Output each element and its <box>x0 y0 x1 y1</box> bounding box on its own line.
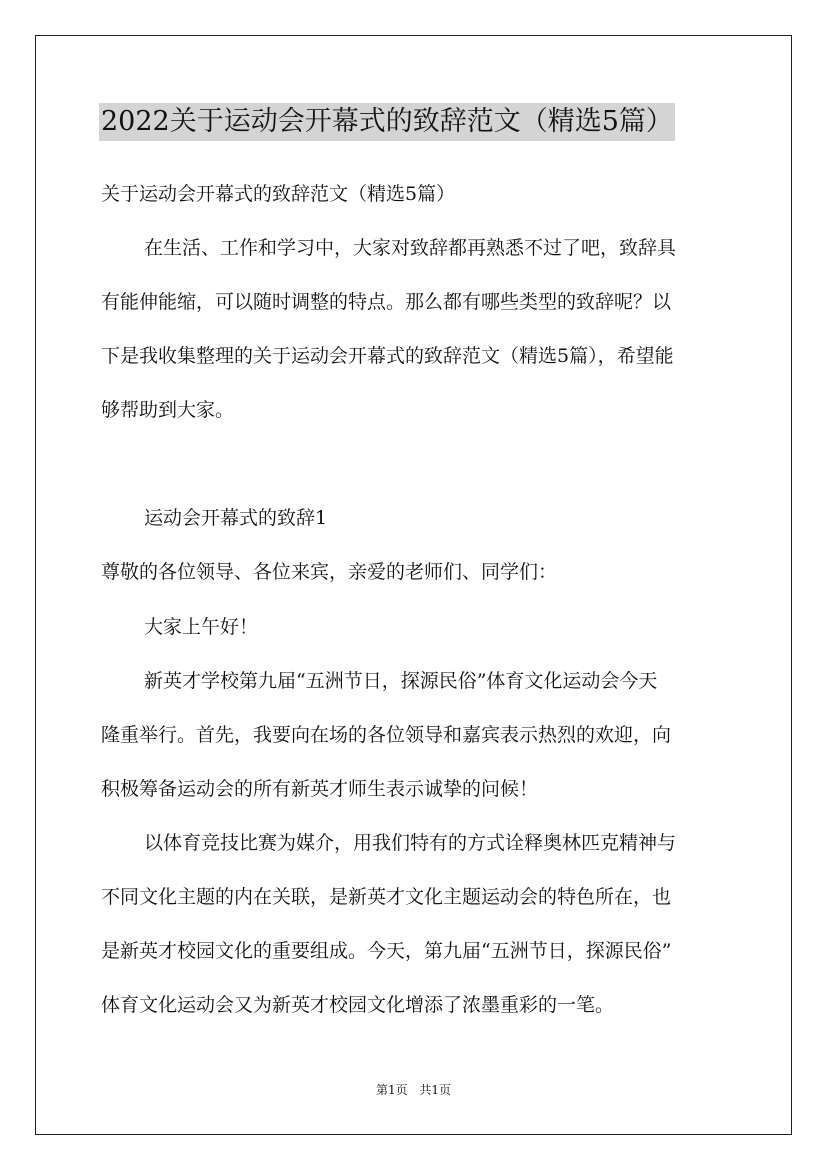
paragraph-line: 隆重举行。首先，我要向在场的各位领导和嘉宾表示热烈的欢迎，向 <box>101 724 672 746</box>
document-title: 2022关于运动会开幕式的致辞范文（精选5篇） <box>99 103 675 141</box>
intro-line: 下是我收集整理的关于运动会开幕式的致辞范文（精选5篇），希望能 <box>101 345 674 367</box>
greeting: 大家上午好！ <box>144 616 259 638</box>
section-heading: 运动会开幕式的致辞1 <box>144 507 328 529</box>
paragraph-line: 以体育竞技比赛为媒介，用我们特有的方式诠释奥林匹克精神与 <box>144 832 677 854</box>
document-subtitle: 关于运动会开幕式的致辞范文（精选5篇） <box>101 183 456 205</box>
intro-line: 有能伸能缩，可以随时调整的特点。那么都有哪些类型的致辞呢？以 <box>101 291 672 313</box>
paragraph-line: 不同文化主题的内在关联，是新英才文化主题运动会的特色所在，也 <box>101 886 672 908</box>
page-footer <box>0 1082 827 1098</box>
paragraph-line: 积极筹备运动会的所有新英才师生表示诚挚的问候！ <box>101 778 539 800</box>
paragraph-line: 体育文化运动会又为新英才校园文化增添了浓墨重彩的一笔。 <box>101 994 615 1016</box>
intro-line: 在生活、工作和学习中，大家对致辞都再熟悉不过了吧，致辞具 <box>144 237 677 259</box>
intro-line: 够帮助到大家。 <box>101 399 235 421</box>
paragraph-line: 新英才学校第九届“五洲节日，探源民俗”体育文化运动会今天 <box>144 670 658 692</box>
page-total: 共1页 <box>419 1083 452 1097</box>
salutation: 尊敬的各位领导、各位来宾，亲爱的老师们、同学们： <box>101 561 558 583</box>
paragraph-line: 是新英才校园文化的重要组成。今天，第九届“五洲节日，探源民俗” <box>101 940 672 962</box>
page-number: 第1页 <box>375 1083 408 1097</box>
